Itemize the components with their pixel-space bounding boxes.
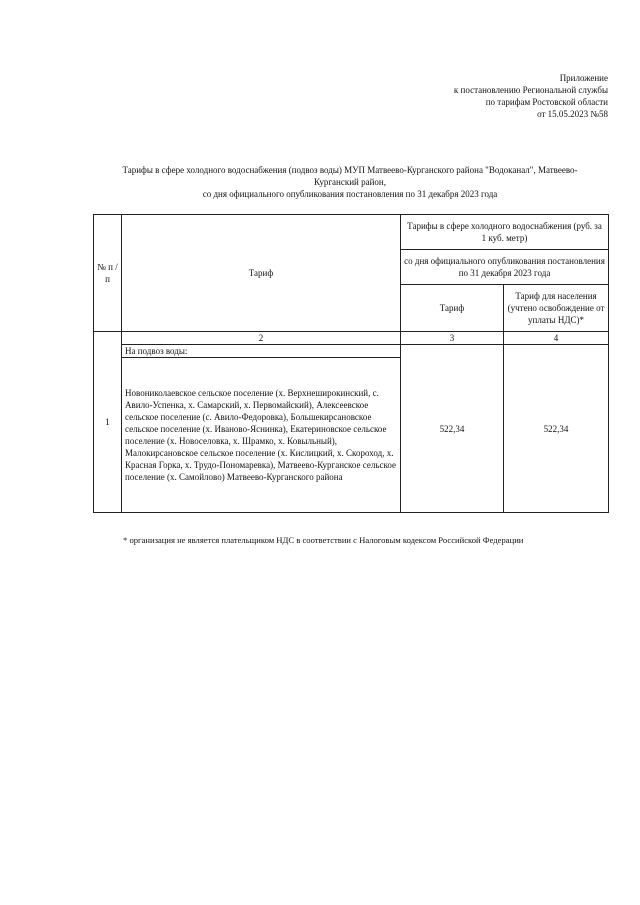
header-number: № п /п xyxy=(94,215,122,332)
approval-line-2: к постановлению Региональной службы xyxy=(453,85,608,95)
header-group: Тарифы в сфере холодного водоснабжения (руб. за 1 куб. метр) xyxy=(401,215,609,250)
title-line-1: Тарифы в сфере холодного водоснабжения (подвоз воды) МУП Матвеево-Курганского района "Водоканал", Матвеево- xyxy=(122,165,578,175)
footnote: * организация не является плательщиком НДС в соответствии с Налоговым кодексом Российской Федерации xyxy=(123,535,524,545)
tariff-table xyxy=(93,214,609,513)
title-line-3: со дня официального опубликования постановления по 31 декабря 2023 года xyxy=(202,189,498,199)
row-population-value: 522,34 xyxy=(504,345,609,513)
header-col-population: Тариф для населения (учтено освобождение от уплаты НДС)* xyxy=(504,285,609,332)
row-number: 1 xyxy=(94,332,122,513)
approval-line-1: Приложение xyxy=(559,73,608,83)
document-title xyxy=(92,164,608,200)
col-number-2: 2 xyxy=(122,332,401,345)
col-number-4: 4 xyxy=(504,332,609,345)
row-tariff-value: 522,34 xyxy=(401,345,504,513)
header-period: со дня официального опубликования постановления по 31 декабря 2023 года xyxy=(401,250,609,285)
header-tariff: Тариф xyxy=(122,215,401,332)
col-number-3: 3 xyxy=(401,332,504,345)
title-line-2: Курганский район, xyxy=(314,177,386,187)
row-description: Новониколаевское сельское поселение (х. Верхнеширокинский, с. Авило-Успенка, х. Самарский, х. Первомайский), Алексеевское сельское поселение (с. Авило-Федоровка), Большекирсановское сельское поселение (х. Иваново-Яснинка), Екатериновское сельское поселение (х. Новоселовка, х. Шрамко, х. Ковыльный), Малокирсановское сельское поселение (х. Кислицкий, х. Скороход, х. Красная Горка, х. Трудо-Пономаревка), Матвеево-Курганское сельское поселение (х. Самойлово) Матвеево-Курганского района xyxy=(122,358,401,513)
header-col-tariff: Тариф xyxy=(401,285,504,332)
approval-line-4: от 15.05.2023 №58 xyxy=(537,109,608,119)
approval-line-3: по тарифам Ростовской области xyxy=(485,97,608,107)
section-label: На подвоз воды: xyxy=(122,345,401,358)
approval-block xyxy=(308,72,608,120)
